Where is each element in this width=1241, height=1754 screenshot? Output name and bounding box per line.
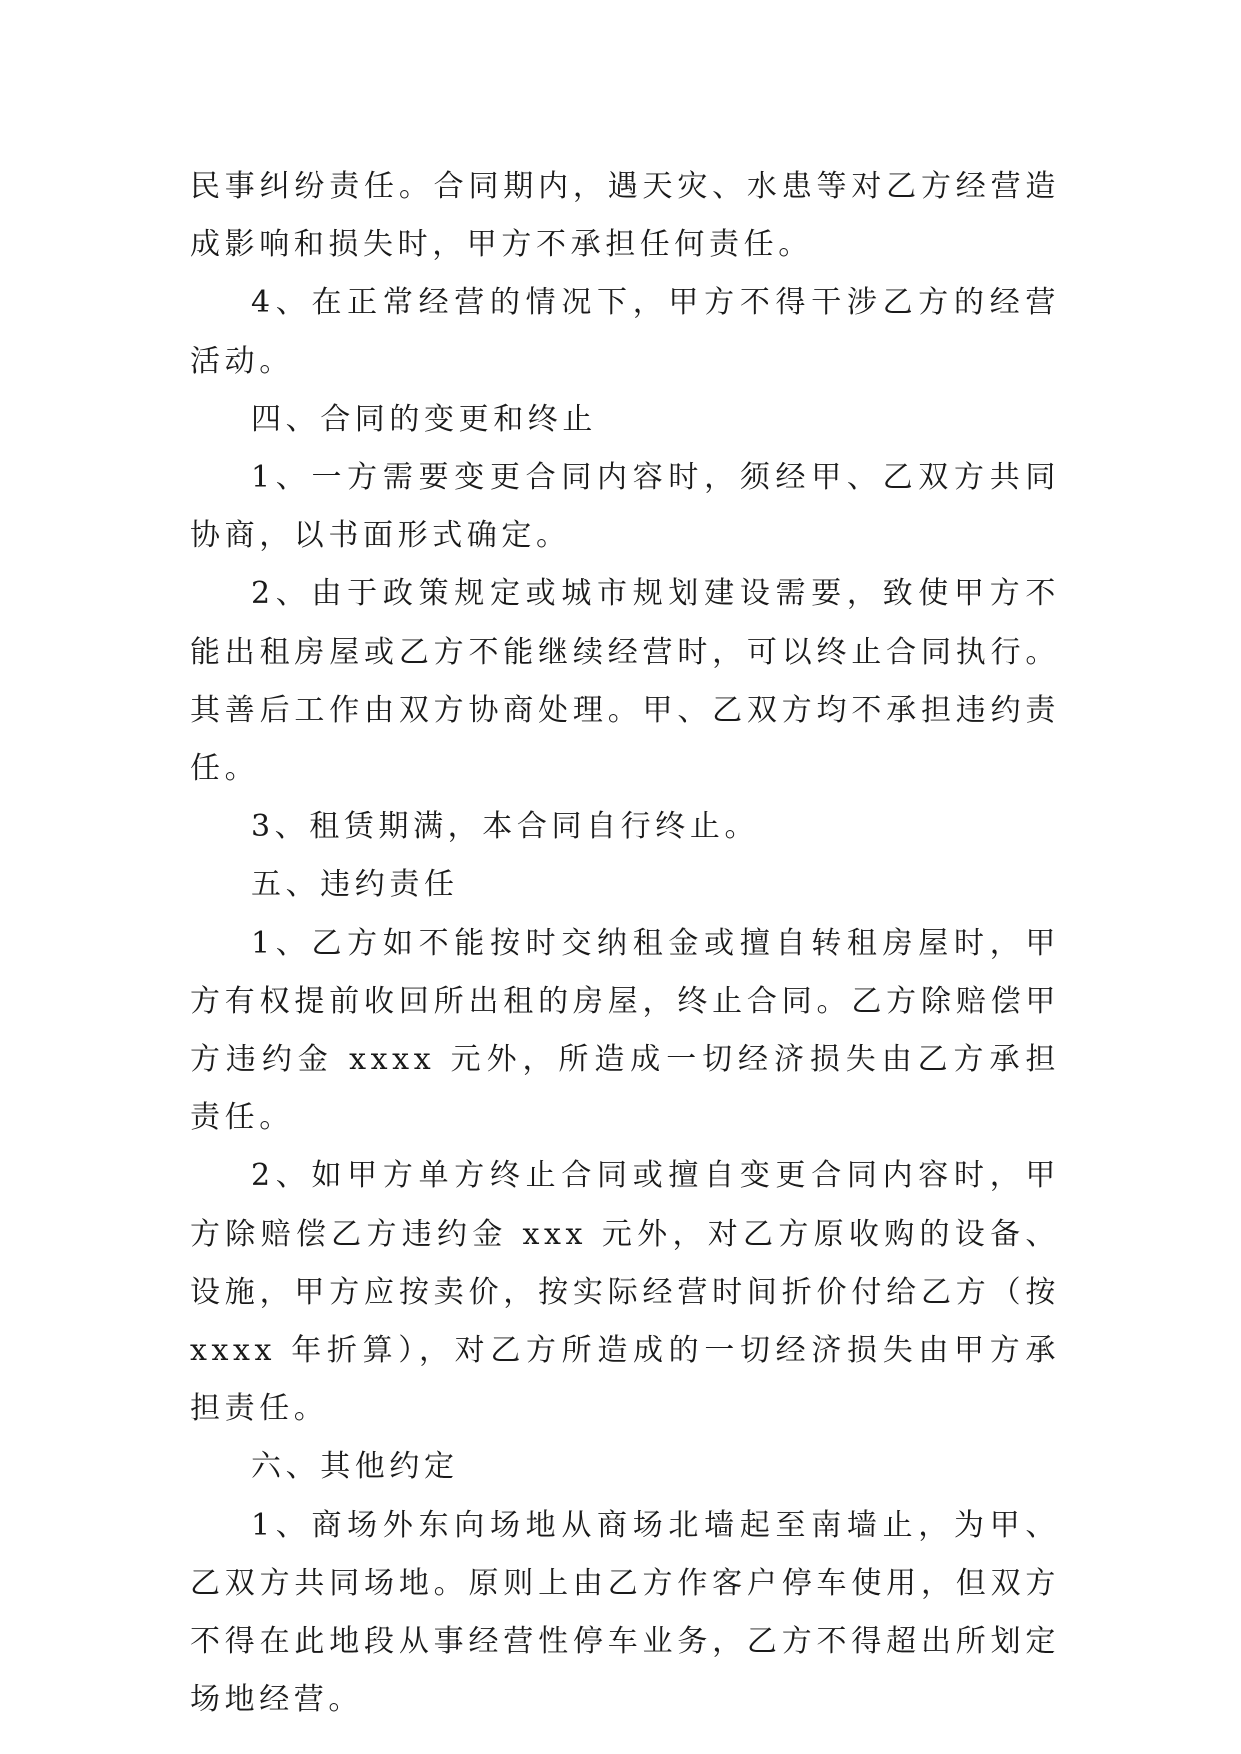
paragraph-change-2: 2、由于政策规定或城市规划建设需要，致使甲方不能出租房屋或乙方不能继续经营时，可以终止合同执行。其善后工作由双方协商处理。甲、乙双方均不承担违约责任。 [190,576,1060,787]
paragraph-clause-4: 4、在正常经营的情况下，甲方不得干涉乙方的经营活动。 [190,285,1060,379]
paragraph-other-1: 1、商场外东向场地从商场北墙起至南墙止，为甲、乙双方共同场地。原则上由乙方作客户停车使用，但双方不得在此地段从事经营性停车业务，乙方不得超出所划定场地经营。 [190,1507,1060,1718]
paragraph-breach-1: 1、乙方如不能按时交纳租金或擅自转租房屋时，甲方有权提前收回所出租的房屋，终止合同。乙方除赔偿甲方违约金 xxxx 元外，所造成一切经济损失由乙方承担责任。 [190,925,1060,1136]
document-body [190,158,1060,1729]
paragraph-breach-2: 2、如甲方单方终止合同或擅自变更合同内容时，甲方除赔偿乙方违约金 xxx 元外，对乙方原收购的设备、设施，甲方应按卖价，按实际经营时间折价付给乙方（按 xxxx 年折算），对乙方所造成的一切经济损失由甲方承担责任。 [190,1158,1060,1427]
section-heading-other: 六、其他约定 [251,1449,459,1485]
paragraph-continuation: 民事纠纷责任。合同期内，遇天灾、水患等对乙方经营造成影响和损失时，甲方不承担任何责任。 [190,169,1060,263]
paragraph-change-3: 3、租赁期满，本合同自行终止。 [251,809,760,845]
paragraph-change-1: 1、一方需要变更合同内容时，须经甲、乙双方共同协商，以书面形式确定。 [190,460,1060,554]
section-heading-breach: 五、违约责任 [251,867,459,903]
section-heading-change-termination: 四、合同的变更和终止 [251,401,597,437]
